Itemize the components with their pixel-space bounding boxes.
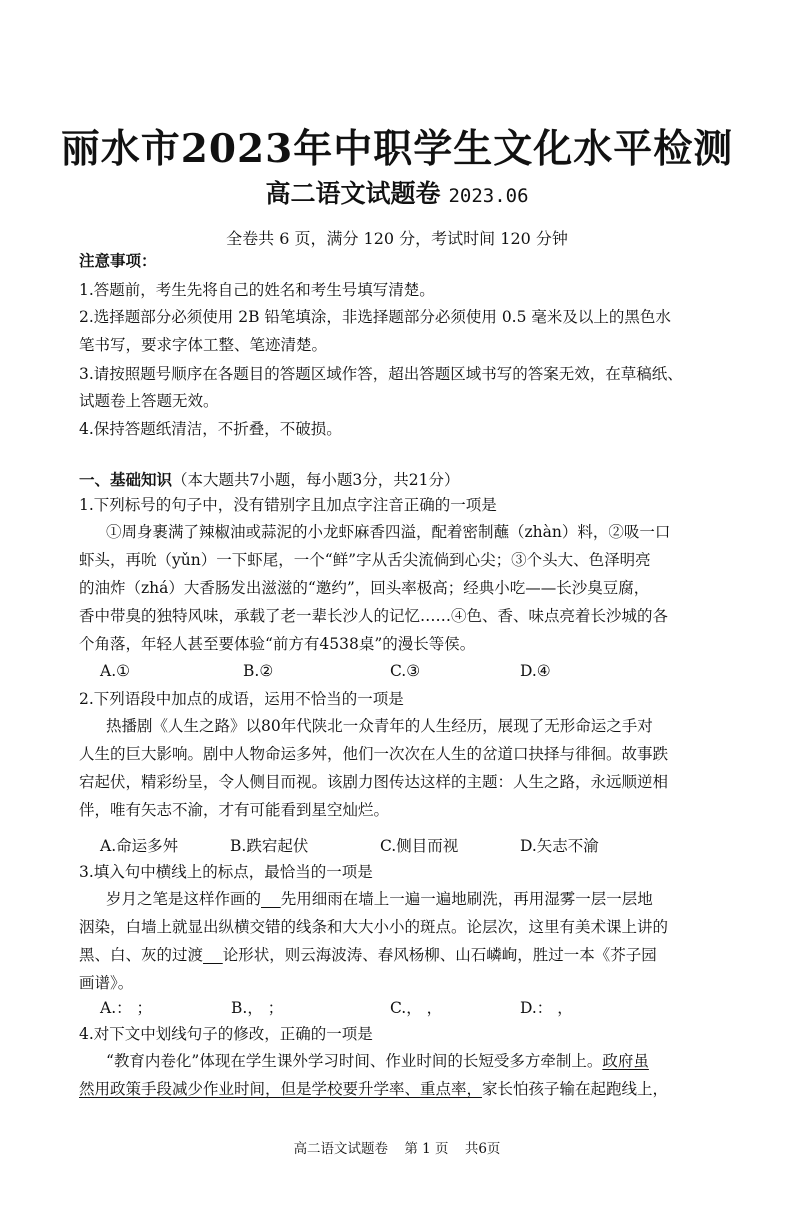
- underlined-sentence: 然用政策手段减少作业时间，但是学校要升学率、重点率，: [79, 1080, 483, 1098]
- note-item: 试题卷上答题无效。: [79, 392, 219, 410]
- underlined-sentence: 政府虽: [602, 1052, 649, 1070]
- question-2-text: 宕起伏，精彩纷呈，令人侧目而视。该剧力图传达这样的主题：人生之路，永远顺逆相: [79, 773, 669, 791]
- text-span: “教育内卷化”体现在学生课外学习时间、作业时间的长短受多方牵制上。: [106, 1052, 603, 1070]
- subtitle-text: 高二语文试题卷: [265, 179, 441, 208]
- notes-heading: 注意事项：: [79, 251, 157, 270]
- option-b: B.， ；: [231, 999, 284, 1017]
- option-d: D.④: [520, 662, 551, 680]
- blank-2: [203, 946, 223, 964]
- section-note: （本大题共7小题，每小题3分，共21分）: [172, 471, 460, 489]
- question-1-text: 香中带臭的独特风味，承载了老一辈长沙人的记忆……④色、香、味点亮着长沙城的各: [79, 607, 669, 625]
- option-c: C.， ，: [390, 999, 443, 1017]
- question-3-text: 洇染，白墙上就显出纵横交错的线条和大大小小的斑点。论层次，这里有美术课上讲的: [79, 918, 669, 936]
- footer-page: 第 1 页: [404, 1141, 449, 1157]
- question-4-stem: 4.对下文中划线句子的修改，正确的一项是: [79, 1025, 373, 1043]
- footer-total: 共6页: [464, 1141, 501, 1157]
- question-2-text: 伴，唯有矢志不渝，才有可能看到星空灿烂。: [79, 801, 390, 819]
- option-a: A.命运多舛: [100, 837, 179, 855]
- option-a: A.： ；: [100, 999, 153, 1017]
- question-1-text: ①周身裹满了辣椒油或蒜泥的小龙虾麻香四溢，配着密制蘸（zhàn）料，②吸一口: [106, 523, 671, 541]
- exam-title: 丽水市2023年中职学生文化水平检测: [60, 126, 734, 172]
- option-c: C.③: [390, 662, 421, 680]
- question-2-text: 人生的巨大影响。剧中人物命运多舛，他们一次次在人生的岔道口抉择与徘徊。故事跌: [79, 745, 669, 763]
- option-a: A.①: [100, 662, 131, 680]
- option-c: C.侧目而视: [380, 837, 459, 855]
- question-3-stem: 3.填入句中横线上的标点，最恰当的一项是: [79, 863, 373, 881]
- page-footer: [0, 1137, 794, 1157]
- option-b: B.②: [243, 662, 274, 680]
- note-item: 2.选择题部分必须使用 2B 铅笔填涂，非选择题部分必须使用 0.5 毫米及以上的黑色水: [79, 308, 671, 326]
- text-span: 家长怕孩子输在起跑线上，: [482, 1080, 669, 1098]
- option-b: B.跌宕起伏: [230, 837, 309, 855]
- question-1-stem: 1.下列标号的句子中，没有错别字且加点字注音正确的一项是: [79, 496, 497, 514]
- exam-subtitle: [0, 174, 794, 210]
- section-title: 一、基础知识: [79, 470, 173, 489]
- note-item: 笔书写，要求字体工整、笔迹清楚。: [79, 336, 328, 354]
- footer-doc: 高二语文试题卷: [293, 1141, 389, 1157]
- text-span: 岁月之笔是这样作画的: [106, 890, 262, 908]
- question-1-text: 的油炸（zhá）大香肠发出滋滋的“邀约”，回头率极高；经典小吃——长沙臭豆腐，: [79, 579, 650, 597]
- text-span: 先用细雨在墙上一遍一遍地刷洗，再用湿雾一层一层地: [280, 890, 653, 908]
- question-3-text: [106, 889, 653, 909]
- note-item: 1.答题前，考生先将自己的姓名和考生号填写清楚。: [79, 281, 435, 299]
- question-3-text: [79, 945, 657, 965]
- exam-info: 全卷共 6 页，满分 120 分，考试时间 120 分钟: [226, 229, 568, 248]
- exam-date: 2023.06: [448, 185, 529, 207]
- question-1-text: 虾头，再吮（yǔn）一下虾尾，一个“鲜”字从舌尖流倘到心尖；③个头大、色泽明亮: [79, 551, 651, 569]
- question-4-text: [79, 1079, 668, 1099]
- text-span: 论形状，则云海波涛、春风杨柳、山石嶙峋，胜过一本《芥子园: [222, 946, 657, 964]
- blank-1: [261, 890, 281, 908]
- question-3-text: 画谱》。: [79, 974, 134, 992]
- question-4-text: [106, 1051, 649, 1071]
- option-d: D.矢志不渝: [520, 837, 599, 855]
- option-d: D.： ，: [520, 999, 573, 1017]
- question-1-text: 个角落，年轻人甚至要体验“前方有4538桌”的漫长等侯。: [79, 635, 476, 653]
- text-span: 黑、白、灰的过渡: [79, 946, 204, 964]
- note-item: 4.保持答题纸清洁，不折叠，不破损。: [79, 420, 342, 438]
- note-item: 3.请按照题号顺序在各题目的答题区域作答，超出答题区域书写的答案无效，在草稿纸、: [79, 365, 683, 383]
- section-heading: [79, 470, 459, 490]
- question-2-text: 热播剧《人生之路》以80年代陕北一众青年的人生经历，展现了无形命运之手对: [106, 717, 653, 735]
- question-2-stem: 2.下列语段中加点的成语，运用不恰当的一项是: [79, 690, 404, 708]
